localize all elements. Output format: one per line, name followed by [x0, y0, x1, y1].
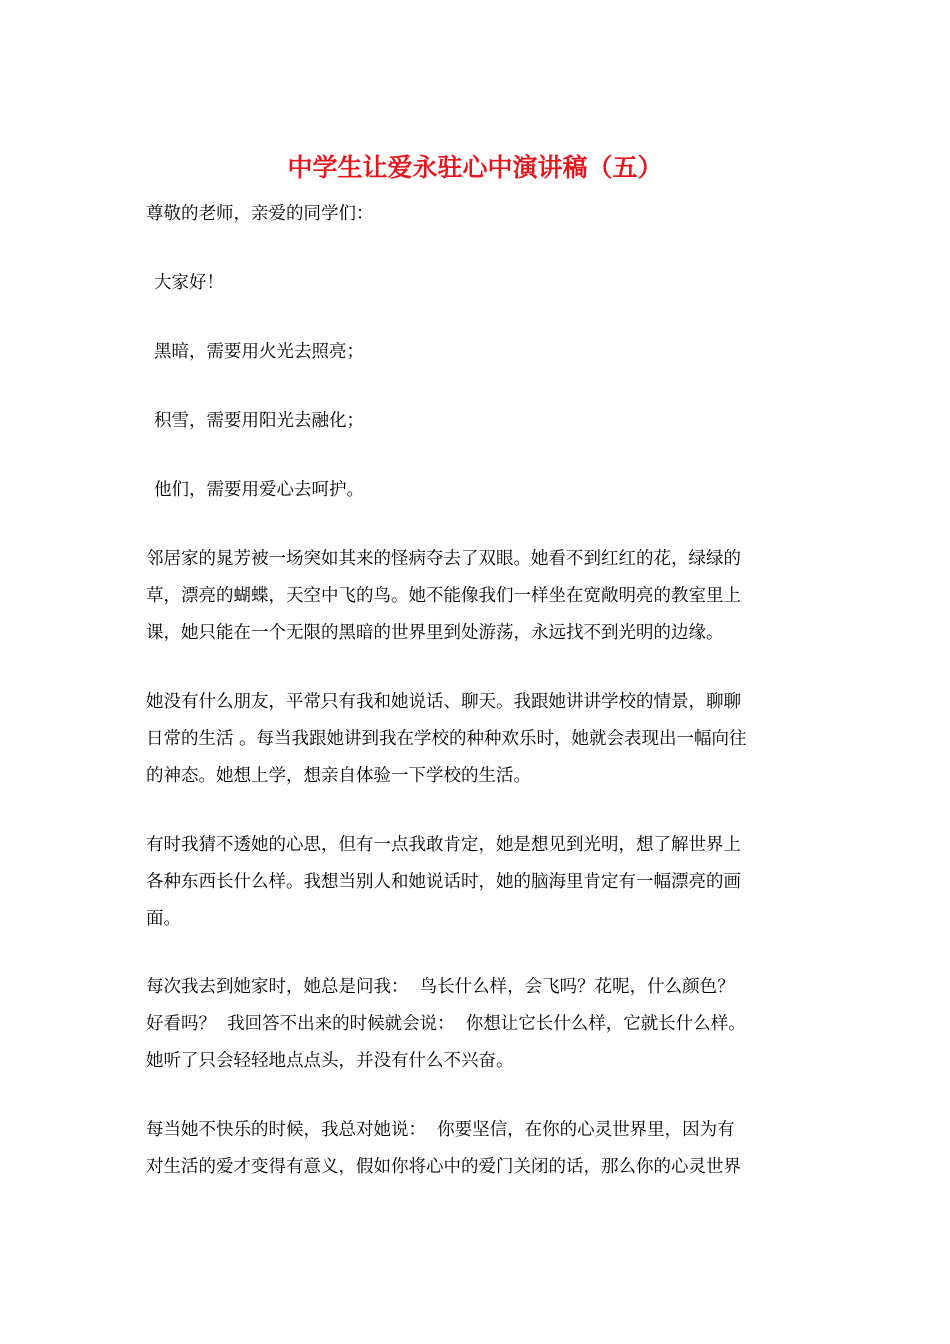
- paragraph-unhappy: 每当她不快乐的时候，我总对她说： 你要坚信，在你的心灵世界里，因为有 对生活的爱才变得有意义，假如你将心中的爱门关闭的话，那么你的心灵世界: [146, 1120, 741, 1177]
- paragraph-greeting: 大家好！: [154, 273, 224, 293]
- paragraph-thoughts: 有时我猜不透她的心思，但有一点我敢肯定，她是想见到光明，想了解世界上 各种东西长什么样。我想当别人和她说话时，她的脑海里肯定有一幅漂亮的画 面。: [146, 835, 741, 929]
- paragraph-neighbor: 邻居家的晁芳被一场突如其来的怪病夺去了双眼。她看不到红红的花，绿绿的 草，漂亮的蝴蝶，天空中飞的鸟。她不能像我们一样坐在宽敞明亮的教室里上 课，她只能在一个无限的黑暗的世界里到处游荡，永远找不到光明的边缘。: [146, 549, 741, 643]
- document-title: 中学生让爱永驻心中演讲稿（五）: [287, 153, 663, 182]
- paragraph-questions: 每次我去到她家时，她总是问我： 鸟长什么样，会飞吗？花呢，什么颜色？ 好看吗？ 我回答不出来的时候就会说： 你想让它长什么样，它就长什么样。 她听了只会轻轻地点点头，并没有什么不兴奋。: [146, 977, 746, 1071]
- paragraph-friend: 她没有什么朋友，平常只有我和她说话、聊天。我跟她讲讲学校的情景，聊聊 日常的生活 。每当我跟她讲到我在学校的种种欢乐时，她就会表现出一幅向往 的神态。她想上学，想亲自体验一下学校的生活。: [146, 692, 747, 786]
- paragraph-love: 他们，需要用爱心去呵护。: [154, 480, 364, 500]
- paragraph-darkness: 黑暗，需要用火光去照亮；: [154, 342, 364, 362]
- paragraph-snow: 积雪，需要用阳光去融化；: [154, 411, 364, 431]
- salutation: 尊敬的老师，亲爱的同学们：: [146, 204, 374, 224]
